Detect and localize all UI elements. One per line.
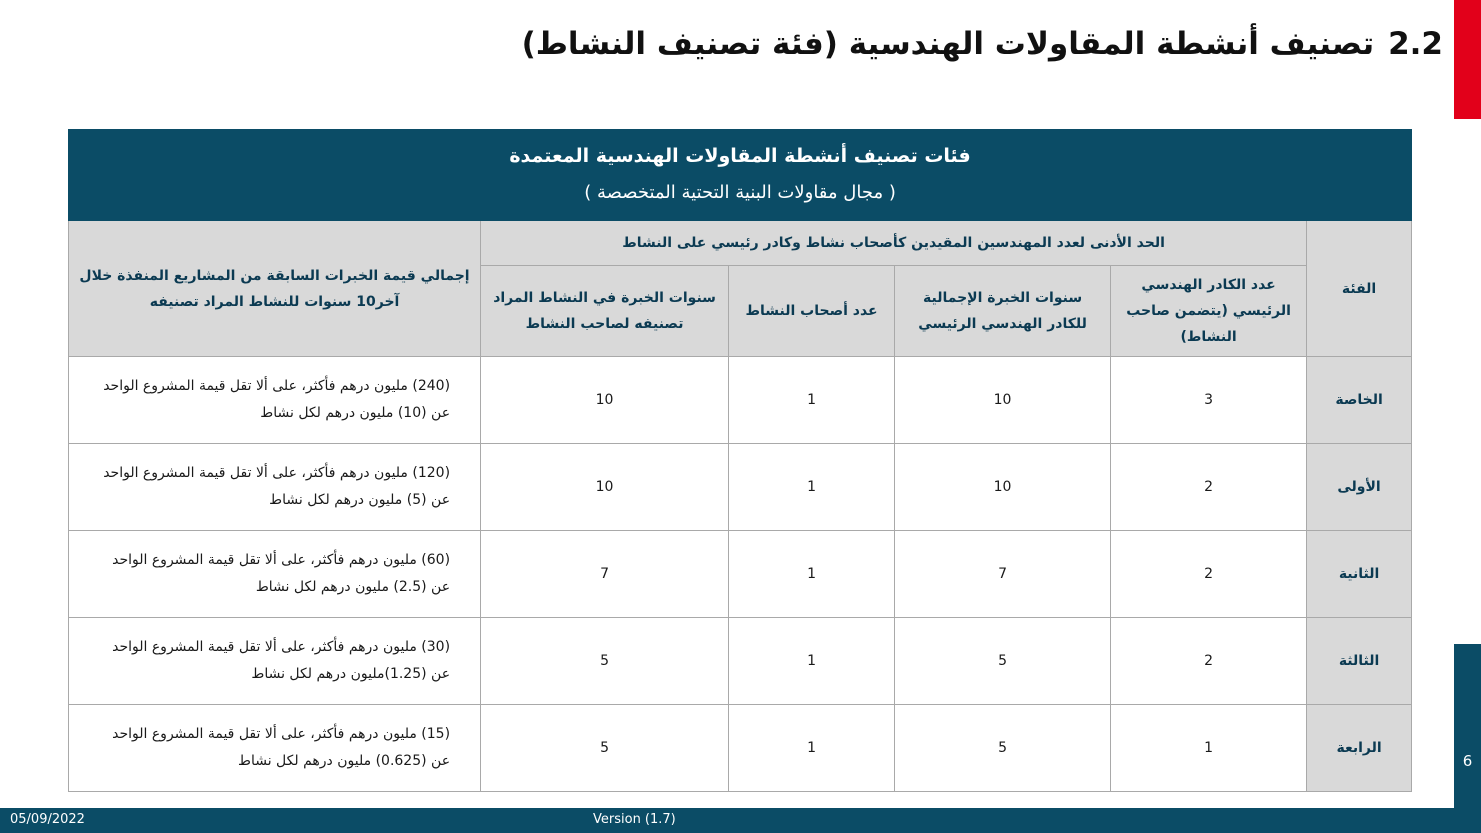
- section-number: 2.2: [1388, 26, 1443, 62]
- footer-date: 05/09/2022: [10, 812, 85, 827]
- header-category: الفئة: [1307, 221, 1412, 357]
- experience-line1: (240) مليون درهم فأكثر، على ألا تقل قيمة المشروع الواحد: [103, 378, 451, 394]
- cell-staff-years: 5: [895, 618, 1111, 705]
- experience-line1: (15) مليون درهم فأكثر، على ألا تقل قيمة المشروع الواحد: [112, 726, 451, 742]
- cell-experience: [69, 357, 481, 444]
- cell-staff: 3: [1111, 357, 1307, 444]
- row-category: الأولى: [1307, 444, 1412, 531]
- cell-experience: [69, 618, 481, 705]
- row-category: الثالثة: [1307, 618, 1412, 705]
- cell-owners: 1: [729, 618, 895, 705]
- cell-owner-years: 7: [481, 531, 729, 618]
- cell-owners: 1: [729, 531, 895, 618]
- cell-staff: 2: [1111, 444, 1307, 531]
- header-staff-count: عدد الكادر الهندسي الرئيسي (يتضمن صاحب النشاط): [1111, 266, 1307, 357]
- header-min-engineers: الحد الأدنى لعدد المهندسين المقيدين كأصحاب نشاط وكادر رئيسي على النشاط: [481, 221, 1307, 266]
- accent-bar-red: [1454, 0, 1481, 119]
- footer-version: Version (1.7): [593, 812, 676, 827]
- cell-owner-years: 5: [481, 705, 729, 792]
- header-owners: عدد أصحاب النشاط: [729, 266, 895, 357]
- cell-owner-years: 5: [481, 618, 729, 705]
- experience-line1: (60) مليون درهم فأكثر، على ألا تقل قيمة المشروع الواحد: [112, 552, 451, 568]
- experience-line1: (30) مليون درهم فأكثر، على ألا تقل قيمة المشروع الواحد: [112, 639, 451, 655]
- experience-line2: عن (1.25)مليون درهم لكل نشاط: [251, 666, 451, 682]
- cell-owners: 1: [729, 444, 895, 531]
- cell-owners: 1: [729, 357, 895, 444]
- row-category: الثانية: [1307, 531, 1412, 618]
- table-title-line2: ( مجال مقاولات البنية التحتية المتخصصة ): [584, 182, 896, 203]
- cell-staff: 2: [1111, 618, 1307, 705]
- page-number: 6: [1462, 752, 1473, 770]
- cell-owners: 1: [729, 705, 895, 792]
- experience-line2: عن (5) مليون درهم لكل نشاط: [269, 492, 451, 508]
- experience-line2: عن (2.5) مليون درهم لكل نشاط: [255, 579, 451, 595]
- table-row: [69, 531, 1412, 618]
- row-category: الخاصة: [1307, 357, 1412, 444]
- row-category: الرابعة: [1307, 705, 1412, 792]
- cell-staff-years: 10: [895, 357, 1111, 444]
- cell-staff-years: 7: [895, 531, 1111, 618]
- cell-owner-years: 10: [481, 444, 729, 531]
- table-row: [69, 618, 1412, 705]
- header-experience-value: إجمالي قيمة الخبرات السابقة من المشاريع المنفذة خلال آخر10 سنوات للنشاط المراد تصنيفه: [69, 221, 481, 357]
- table-row: [69, 705, 1412, 792]
- cell-experience: [69, 531, 481, 618]
- classification-table: [68, 129, 1412, 792]
- header-staff-years: سنوات الخبرة الإجمالية للكادر الهندسي الرئيسي: [895, 266, 1111, 357]
- experience-line2: عن (0.625) مليون درهم لكل نشاط: [238, 753, 451, 769]
- footer-bar: [0, 808, 1454, 833]
- cell-experience: [69, 444, 481, 531]
- table-row: [69, 444, 1412, 531]
- cell-owner-years: 10: [481, 357, 729, 444]
- side-bar-teal: [1454, 644, 1481, 833]
- section-title: تصنيف أنشطة المقاولات الهندسية (فئة تصنيف النشاط): [521, 26, 1375, 62]
- experience-line2: عن (10) مليون درهم لكل نشاط: [260, 405, 451, 421]
- experience-line1: (120) مليون درهم فأكثر، على ألا تقل قيمة المشروع الواحد: [103, 465, 451, 481]
- cell-staff: 1: [1111, 705, 1307, 792]
- cell-experience: [69, 705, 481, 792]
- table-row: [69, 357, 1412, 444]
- header-owner-years: سنوات الخبرة في النشاط المراد تصنيفه لصاحب النشاط: [481, 266, 729, 357]
- page-title: [522, 26, 1443, 62]
- cell-staff-years: 10: [895, 444, 1111, 531]
- cell-staff-years: 5: [895, 705, 1111, 792]
- table-title-line1: فئات تصنيف أنشطة المقاولات الهندسية المعتمدة: [509, 145, 971, 167]
- table-title: [69, 130, 1412, 221]
- cell-staff: 2: [1111, 531, 1307, 618]
